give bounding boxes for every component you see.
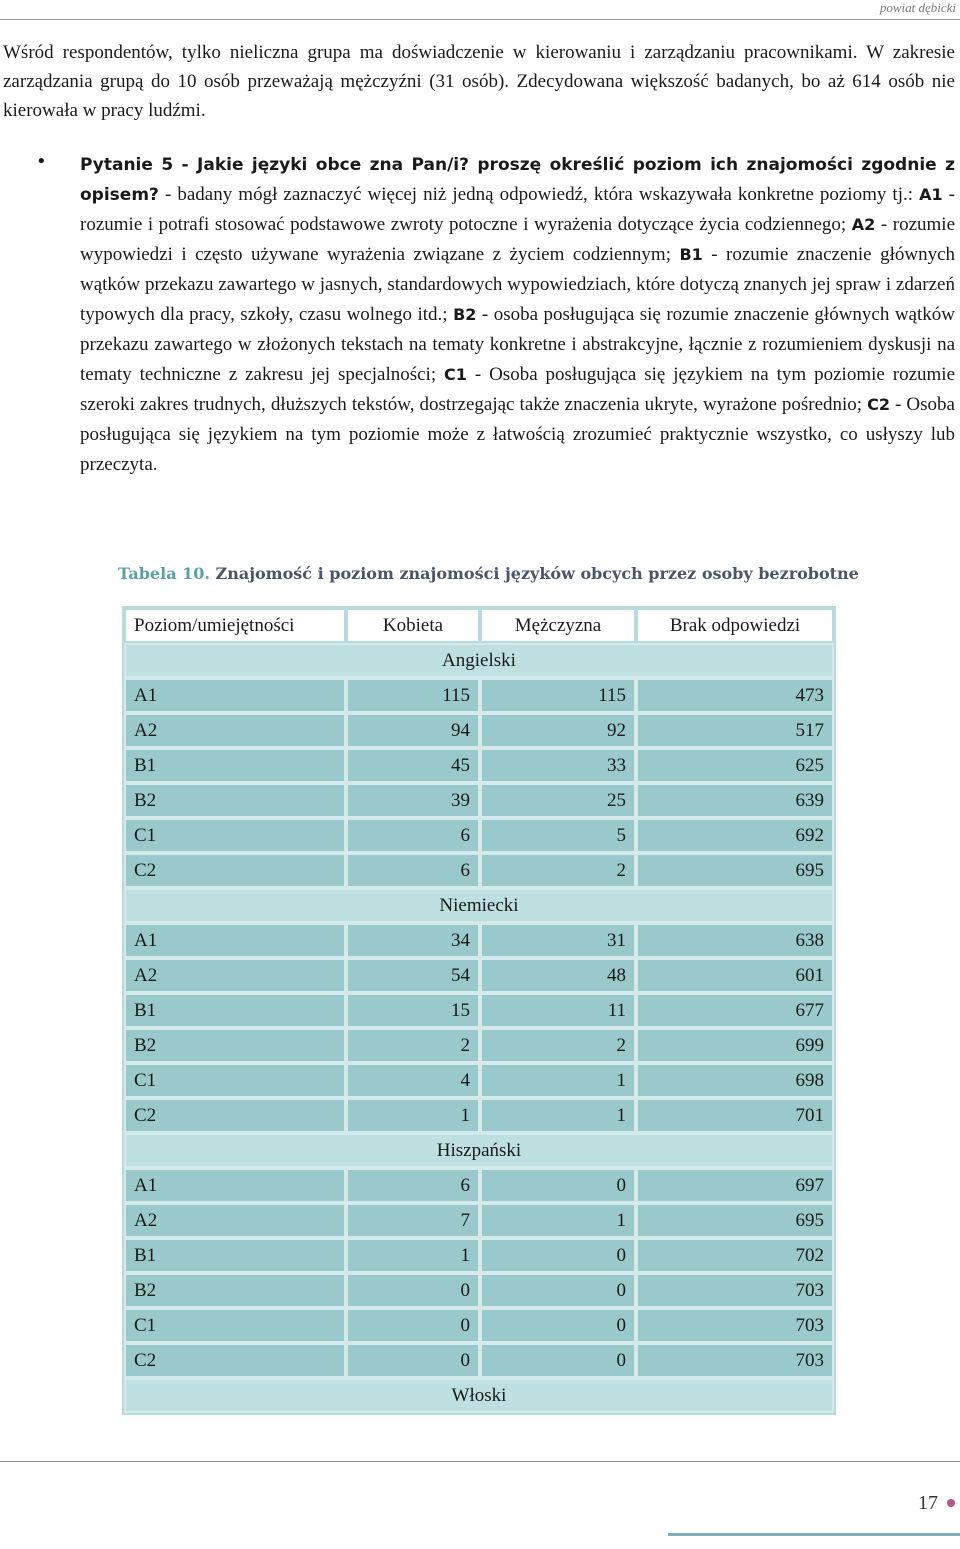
level-cell: C1	[124, 1308, 346, 1343]
value-cell: 677	[636, 993, 834, 1028]
value-cell: 703	[636, 1343, 834, 1378]
caption-label: Tabela 10.	[118, 564, 210, 583]
level-cell: C1	[124, 1063, 346, 1098]
value-cell: 4	[346, 1063, 480, 1098]
table-row	[124, 853, 834, 888]
value-cell: 601	[636, 958, 834, 993]
value-cell: 0	[346, 1308, 480, 1343]
languages-table	[122, 606, 836, 1415]
question-text: - badany mógł zaznaczyć więcej niż jedną odpowiedź, która wskazywała konkretne poziomy tj.:	[158, 184, 920, 205]
level-cell: A1	[124, 1168, 346, 1203]
value-cell: 692	[636, 818, 834, 853]
level-b2-desc: - osoba posługująca się rozumie znaczenie głównych wątków przekazu zawartego w złożonych tekstach na tematy konkretne i abstrakcyjne, łącznie z rozumieniem dyskusji na tematy techniczne z zakresu jej specjalności;	[80, 304, 955, 385]
level-b1-desc: - rozumie znaczenie głównych wątków przekazu zawartego w jasnych, standardowych wypowiedziach, które dotyczą znanych jej spraw i zdarzeń typowych dla pracy, szkoły, czasu wolnego itd.;	[80, 244, 955, 325]
section-label: Niemiecki	[124, 888, 834, 923]
level-cell: B2	[124, 1028, 346, 1063]
table-row	[124, 1063, 834, 1098]
level-cell: B2	[124, 783, 346, 818]
table-header-row	[124, 608, 834, 643]
value-cell: 2	[346, 1028, 480, 1063]
page-dot-icon	[947, 1499, 955, 1507]
question-paragraph	[80, 150, 955, 480]
level-cell: C2	[124, 1343, 346, 1378]
level-cell: B1	[124, 748, 346, 783]
table-row	[124, 1168, 834, 1203]
section-label: Angielski	[124, 643, 834, 678]
value-cell: 1	[480, 1203, 636, 1238]
value-cell: 638	[636, 923, 834, 958]
level-cell: A2	[124, 1203, 346, 1238]
table-caption	[118, 564, 859, 583]
value-cell: 0	[480, 1238, 636, 1273]
level-cell: B2	[124, 1273, 346, 1308]
value-cell: 1	[480, 1063, 636, 1098]
section-label: Hiszpański	[124, 1133, 834, 1168]
table-row	[124, 958, 834, 993]
value-cell: 517	[636, 713, 834, 748]
table-row	[124, 748, 834, 783]
col-header-female: Kobieta	[346, 608, 480, 643]
intro-paragraph: Wśród respondentów, tylko nieliczna grupa ma doświadczenie w kierowaniu i zarządzaniu pracownikami. W zakresie zarządzania grupą do 10 osób przeważają mężczyźni (31 osób). Zdecydowana większość badanych, bo aż 614 osób nie kierowała w pracy ludźmi.	[3, 42, 955, 121]
table-row	[124, 678, 834, 713]
value-cell: 695	[636, 853, 834, 888]
value-cell: 698	[636, 1063, 834, 1098]
bullet-icon: •	[36, 151, 47, 172]
level-c2: C2	[867, 395, 890, 414]
value-cell: 699	[636, 1028, 834, 1063]
table-row	[124, 1028, 834, 1063]
value-cell: 25	[480, 783, 636, 818]
value-cell: 115	[346, 678, 480, 713]
value-cell: 625	[636, 748, 834, 783]
level-b1: B1	[679, 245, 703, 264]
value-cell: 15	[346, 993, 480, 1028]
question-title: Pytanie 5 - Jakie języki obce zna Pan/i? proszę określić poziom ich znajomości zgodnie z opisem?	[80, 155, 955, 205]
value-cell: 7	[346, 1203, 480, 1238]
table-row	[124, 783, 834, 818]
value-cell: 1	[346, 1098, 480, 1133]
value-cell: 695	[636, 1203, 834, 1238]
table-row	[124, 993, 834, 1028]
value-cell: 703	[636, 1273, 834, 1308]
table-row	[124, 713, 834, 748]
table-row	[124, 923, 834, 958]
table-row	[124, 1238, 834, 1273]
value-cell: 702	[636, 1238, 834, 1273]
value-cell: 6	[346, 818, 480, 853]
level-b2: B2	[453, 305, 477, 324]
level-cell: B1	[124, 1238, 346, 1273]
table-row	[124, 1343, 834, 1378]
level-cell: C2	[124, 853, 346, 888]
level-cell: A2	[124, 958, 346, 993]
value-cell: 31	[480, 923, 636, 958]
value-cell: 1	[480, 1098, 636, 1133]
value-cell: 0	[480, 1343, 636, 1378]
level-a2: A2	[851, 215, 876, 234]
level-cell: A2	[124, 713, 346, 748]
value-cell: 92	[480, 713, 636, 748]
value-cell: 0	[480, 1273, 636, 1308]
col-header-male: Mężczyzna	[480, 608, 636, 643]
value-cell: 2	[480, 1028, 636, 1063]
value-cell: 45	[346, 748, 480, 783]
section-row	[124, 888, 834, 923]
value-cell: 94	[346, 713, 480, 748]
table-body	[124, 643, 834, 1413]
value-cell: 54	[346, 958, 480, 993]
footer-accent-bar	[668, 1533, 960, 1536]
value-cell: 2	[480, 853, 636, 888]
value-cell: 473	[636, 678, 834, 713]
level-c1: C1	[444, 365, 467, 384]
level-cell: A1	[124, 678, 346, 713]
table-row	[124, 1308, 834, 1343]
header-divider	[0, 19, 960, 20]
level-c2-desc: - Osoba posługująca się językiem na tym poziomie może z łatwością zrozumieć praktycznie wszystko, co usłyszy lub przeczyta.	[80, 394, 955, 475]
page-number: 17	[918, 1492, 938, 1514]
level-a1: A1	[919, 185, 943, 204]
level-a2-desc: - rozumie wypowiedzi i często używane wyrażenia związane z życiem codziennym;	[80, 214, 955, 265]
value-cell: 33	[480, 748, 636, 783]
col-header-no-answer: Brak odpowiedzi	[636, 608, 834, 643]
value-cell: 0	[480, 1308, 636, 1343]
running-header: powiat dębicki	[879, 0, 956, 15]
value-cell: 6	[346, 1168, 480, 1203]
caption-text: Znajomość i poziom znajomości języków obcych przez osoby bezrobotne	[209, 564, 859, 583]
value-cell: 701	[636, 1098, 834, 1133]
table-row	[124, 1098, 834, 1133]
table-row	[124, 1273, 834, 1308]
value-cell: 0	[346, 1343, 480, 1378]
value-cell: 34	[346, 923, 480, 958]
col-header-level: Poziom/umiejętności	[124, 608, 346, 643]
footer-divider	[0, 1461, 960, 1462]
value-cell: 6	[346, 853, 480, 888]
value-cell: 115	[480, 678, 636, 713]
section-label: Włoski	[124, 1378, 834, 1413]
value-cell: 1	[346, 1238, 480, 1273]
value-cell: 697	[636, 1168, 834, 1203]
section-row	[124, 1378, 834, 1413]
level-cell: A1	[124, 923, 346, 958]
level-cell: B1	[124, 993, 346, 1028]
section-row	[124, 1133, 834, 1168]
value-cell: 639	[636, 783, 834, 818]
table-row	[124, 818, 834, 853]
level-cell: C1	[124, 818, 346, 853]
level-cell: C2	[124, 1098, 346, 1133]
value-cell: 5	[480, 818, 636, 853]
level-a1-desc: - rozumie i potrafi stosować podstawowe zwroty potoczne i wyrażenia dotyczące życia codziennego;	[80, 184, 956, 235]
section-row	[124, 643, 834, 678]
value-cell: 703	[636, 1308, 834, 1343]
level-c1-desc: - Osoba posługująca się językiem na tym poziomie rozumie szeroki zakres trudnych, dłuższych tekstów, dostrzegając także znaczenia ukryte, wyrażone pośrednio;	[80, 364, 955, 415]
value-cell: 0	[346, 1273, 480, 1308]
value-cell: 11	[480, 993, 636, 1028]
table-row	[124, 1203, 834, 1238]
value-cell: 48	[480, 958, 636, 993]
value-cell: 0	[480, 1168, 636, 1203]
value-cell: 39	[346, 783, 480, 818]
